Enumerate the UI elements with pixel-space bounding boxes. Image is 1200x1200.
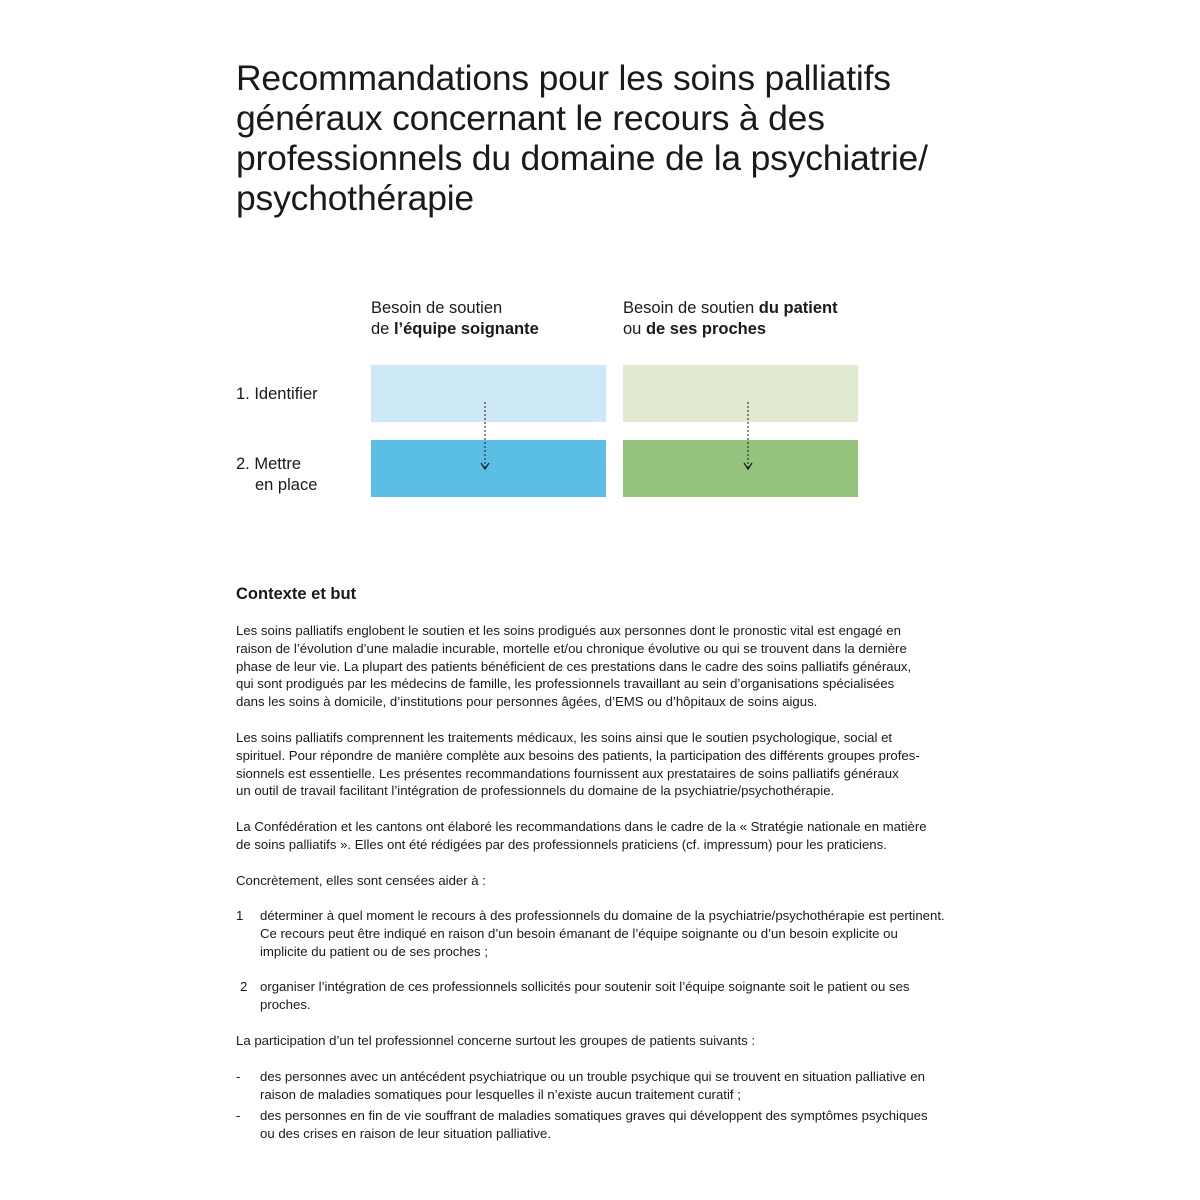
section-heading: Contexte et but <box>236 585 357 603</box>
step-line: 2. Mettre <box>236 455 302 473</box>
title-line: Recommandations pour les soins palliatifs <box>236 58 891 98</box>
text-line: Ce recours peut être indiqué en raison d’un besoin émanant de l’équipe soignante ou d’un besoin explicite ou <box>260 925 898 941</box>
list-item-text <box>260 1068 925 1104</box>
text-line: ou des crises en raison de leur situation palliative. <box>260 1125 552 1141</box>
patient-implement-box <box>623 440 858 497</box>
column-header-line <box>623 319 838 340</box>
text-line: organiser l’intégration de ces professionnels sollicités pour soutenir soit l’équipe soignante soit le patient ou ses <box>260 979 910 994</box>
paragraph-scope <box>236 729 976 800</box>
paragraph-intro <box>236 622 976 711</box>
list-item <box>236 1107 928 1143</box>
list-marker: - <box>236 1069 241 1084</box>
list-item-text <box>260 978 910 1014</box>
column-header-team <box>371 298 539 339</box>
title-line: professionnels du domaine de la psychiatrie/ <box>236 138 928 178</box>
patient-identify-box <box>623 365 858 422</box>
paragraph-origin <box>236 818 976 854</box>
text-fragment: de <box>371 319 394 338</box>
emphasis-text: l’équipe soignante <box>393 319 539 338</box>
column-header-line <box>371 319 539 340</box>
list-item <box>236 907 945 960</box>
text-line: dans les soins à domicile, d’institutions pour personnes âgées, d’EMS ou d’hôpitaux de soins aigus. <box>236 694 818 710</box>
text-line: des personnes en fin de vie souffrant de maladies somatiques graves qui développent des symptômes psychiques <box>260 1108 928 1123</box>
text-line: Les soins palliatifs englobent le soutien et les soins prodigués aux personnes dont le pronostic vital est engagé en <box>236 623 901 638</box>
text-line: un outil de travail facilitant l’intégration de professionnels du domaine de la psychiatrie/psychothérapie. <box>236 783 835 799</box>
list-item-text <box>260 907 945 960</box>
column-header-line <box>623 298 838 319</box>
list-marker: - <box>236 1108 241 1123</box>
text-line: de soins palliatifs ». Elles ont été rédigées par des professionnels praticiens (cf. impressum) pour les praticiens. <box>236 836 887 852</box>
text-line: La participation d’un tel professionnel concerne surtout les groupes de patients suivants : <box>236 1033 756 1048</box>
list-marker: 1 <box>236 908 244 923</box>
text-fragment: ou <box>623 319 646 338</box>
step-line: en place <box>255 476 318 494</box>
emphasis-text: de ses proches <box>645 319 767 338</box>
text-line: des personnes avec un antécédent psychiatrique ou un trouble psychique qui se trouvent en situation palliative en <box>260 1069 925 1084</box>
text-line: phase de leur vie. La plupart des patients bénéficient de ces prestations dans le cadre des soins palliatifs généraux, <box>236 658 912 674</box>
text-line: implicite du patient ou de ses proches ; <box>260 943 488 959</box>
column-header-patient <box>623 298 838 339</box>
text-line: Concrètement, elles sont censées aider à : <box>236 873 486 888</box>
list-item-text <box>260 1107 928 1143</box>
text-line: Les soins palliatifs comprennent les traitements médicaux, les soins ainsi que le soutien psychologique, social et <box>236 730 893 745</box>
down-arrow-icon <box>742 402 754 472</box>
text-line: sionnels est essentielle. Les présentes recommandations fournissent aux prestataires de soins palliatifs généraux <box>236 765 899 781</box>
column-header-line: Besoin de soutien <box>371 299 503 317</box>
text-line: La Confédération et les cantons ont élaboré les recommandations dans le cadre de la « Stratégie nationale en matière <box>236 819 927 834</box>
step-implement-label <box>236 454 317 496</box>
paragraph-patient-groups <box>236 1032 976 1050</box>
list-item <box>236 978 910 1014</box>
text-line: qui sont prodigués par les médecins de famille, les professionnels travaillant au sein d’organisations spécialisées <box>236 676 895 692</box>
text-line: déterminer à quel moment le recours à des professionnels du domaine de la psychiatrie/psychothérapie est pertinent. <box>260 908 945 923</box>
page-title <box>236 58 996 218</box>
title-line: généraux concernant le recours à des <box>236 98 825 138</box>
text-line: spirituel. Pour répondre de manière complète aux besoins des patients, la participation des différents groupes profes- <box>236 747 920 763</box>
text-line: proches. <box>260 996 311 1012</box>
title-line: psychothérapie <box>236 178 474 218</box>
paragraph-aims-intro <box>236 872 976 890</box>
text-line: raison de l’évolution d’une maladie incurable, mortelle et/ou chronique évolutive ou qui se trouvent dans la dernière <box>236 640 907 656</box>
text-line: raison de maladies somatiques pour lesquelles il n’existe aucun traitement curatif ; <box>260 1086 741 1102</box>
down-arrow-icon <box>479 402 491 472</box>
list-marker: 2 <box>240 979 248 994</box>
step-identify-label: 1. Identifier <box>236 385 318 403</box>
emphasis-text: du patient <box>758 299 838 317</box>
text-fragment: Besoin de soutien <box>623 299 759 317</box>
list-item <box>236 1068 925 1104</box>
